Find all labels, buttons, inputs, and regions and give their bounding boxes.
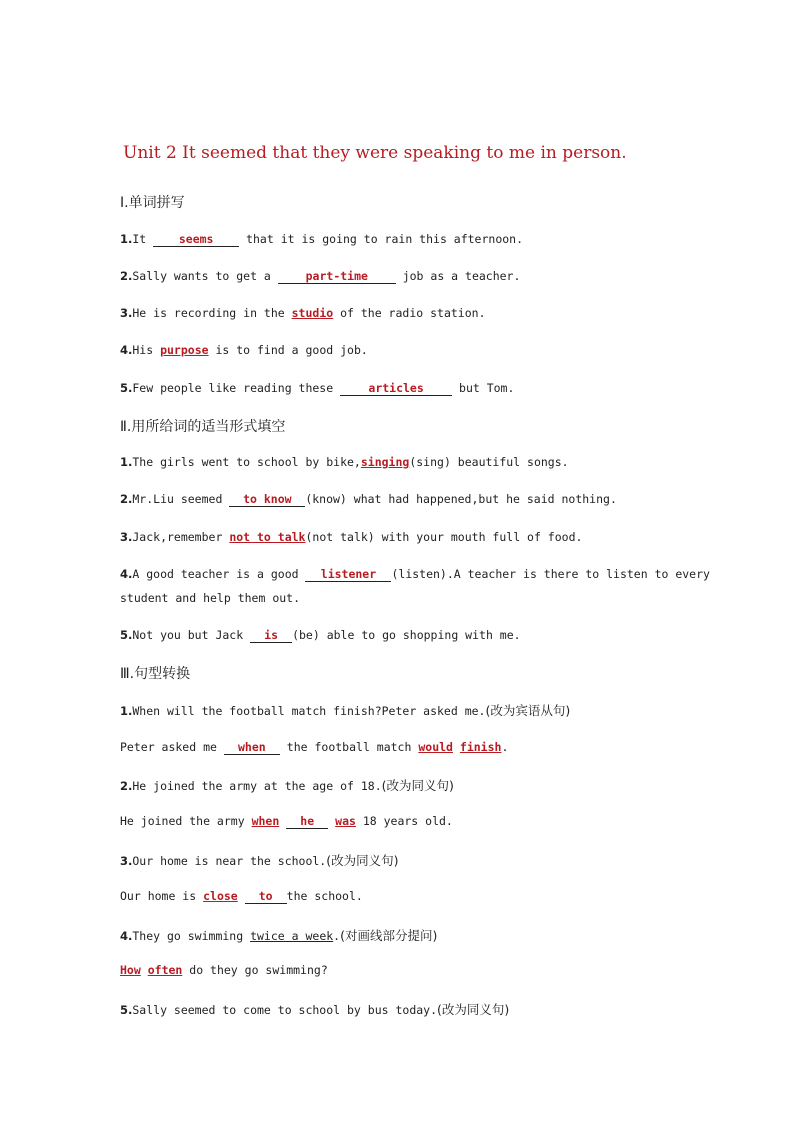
s3-question-5 — [120, 1000, 509, 1018]
text: He joined the army — [120, 814, 252, 828]
text: (be) able to go shopping with me. — [292, 628, 521, 642]
s3-question-3 — [120, 851, 399, 869]
answer-blank: is — [250, 629, 292, 643]
question-number: 2. — [120, 492, 133, 506]
answer-text: was — [335, 814, 356, 828]
text: (know) what had happened,but he said nothing. — [305, 492, 617, 506]
s3-question-2 — [120, 776, 454, 794]
text: Few people like reading these — [132, 381, 341, 395]
text: Mr.Liu seemed — [132, 492, 230, 506]
text: Jack,remember — [132, 530, 230, 544]
question-number: 2. — [120, 269, 133, 283]
answer-blank: he — [286, 815, 328, 829]
text: When will the football match finish?Peter asked me. — [132, 704, 486, 718]
s2-question-1 — [120, 455, 569, 469]
text: of the radio station. — [333, 306, 486, 320]
instruction-note: (对画线部分提问) — [340, 928, 438, 943]
page-title: Unit 2 It seemed that they were speaking to me in person. — [123, 143, 627, 163]
instruction-note: (改为同义句) — [437, 1002, 510, 1017]
question-number: 5. — [120, 1003, 133, 1017]
question-number: 3. — [120, 530, 133, 544]
instruction-note: (改为宾语从句) — [485, 703, 571, 718]
text: Our home is near the school. — [132, 854, 327, 868]
answer-blank: seems — [153, 233, 239, 247]
answer-text: singing — [360, 455, 410, 469]
question-number: 2. — [120, 779, 133, 793]
text: do they go swimming? — [182, 963, 328, 977]
text: The girls went to school by bike, — [132, 455, 361, 469]
text: They go swimming — [132, 929, 251, 943]
instruction-note: (改为同义句) — [381, 778, 454, 793]
answer-text: How — [120, 963, 141, 977]
question-number: 4. — [120, 929, 133, 943]
text: . — [333, 929, 341, 943]
s1-question-4 — [120, 343, 368, 357]
text: Sally wants to get a — [132, 269, 278, 283]
answer-blank: when — [224, 741, 280, 755]
s2-question-2 — [120, 492, 617, 507]
answer-text: often — [147, 963, 183, 977]
s1-question-1 — [120, 232, 523, 247]
text: Our home is — [120, 889, 204, 903]
answer-text: when — [251, 814, 280, 828]
text: A good teacher is a good — [132, 567, 306, 581]
text: that it is going to rain this afternoon. — [239, 232, 524, 246]
s2-question-5 — [120, 628, 521, 643]
answer-text: purpose — [160, 343, 209, 357]
s3-answer-1 — [120, 740, 508, 755]
s1-question-5 — [120, 381, 514, 396]
text: His — [132, 343, 161, 357]
answer-text: close — [203, 889, 238, 903]
instruction-note: (改为同义句) — [326, 853, 399, 868]
text: Not you but Jack — [132, 628, 251, 642]
s3-question-4 — [120, 926, 437, 944]
section-3-heading: Ⅲ.句型转换 — [120, 666, 191, 682]
answer-blank: to — [245, 890, 287, 904]
answer-text: finish — [459, 740, 502, 754]
s2-question-3 — [120, 530, 582, 544]
text: (listen).A teacher is there to listen to every — [391, 567, 710, 581]
text: He is recording in the — [132, 306, 292, 320]
s1-question-3 — [120, 306, 486, 320]
question-number: 5. — [120, 381, 133, 395]
question-number: 5. — [120, 628, 133, 642]
answer-blank: to know — [229, 493, 305, 507]
text: 18 years old. — [355, 814, 453, 828]
section-1-heading: Ⅰ.单词拼写 — [120, 195, 185, 211]
s3-answer-4 — [120, 963, 328, 977]
question-number: 1. — [120, 232, 133, 246]
text: He joined the army at the age of 18. — [132, 779, 382, 793]
question-number: 4. — [120, 567, 133, 581]
answer-text: would — [418, 740, 453, 754]
answer-blank: part-time — [278, 270, 396, 284]
text: the school. — [286, 889, 363, 903]
text: the football match — [279, 740, 419, 754]
underlined-phrase: twice a week — [250, 929, 334, 943]
section-2-heading: Ⅱ.用所给词的适当形式填空 — [120, 419, 286, 435]
s2-question-4-cont: student and help them out. — [120, 591, 301, 605]
text: Sally seemed to come to school by bus today. — [132, 1003, 438, 1017]
s1-question-2 — [120, 269, 520, 284]
text: Peter asked me — [120, 740, 224, 754]
text: is to find a good job. — [208, 343, 368, 357]
answer-blank: articles — [340, 382, 452, 396]
answer-text: not to talk — [229, 530, 306, 544]
s3-answer-3 — [120, 889, 363, 904]
text: . — [501, 740, 509, 754]
question-number: 3. — [120, 306, 133, 320]
text: job as a teacher. — [395, 269, 521, 283]
question-number: 1. — [120, 704, 133, 718]
text: (sing) beautiful songs. — [409, 455, 569, 469]
text: but Tom. — [452, 381, 515, 395]
question-number: 1. — [120, 455, 133, 469]
question-number: 4. — [120, 343, 133, 357]
s3-answer-2 — [120, 814, 453, 829]
s3-question-1 — [120, 701, 570, 719]
answer-blank: listener — [305, 568, 391, 582]
s2-question-4 — [120, 567, 710, 582]
question-number: 3. — [120, 854, 133, 868]
text: It — [132, 232, 154, 246]
text: (not talk) with your mouth full of food. — [305, 530, 583, 544]
answer-text: studio — [291, 306, 334, 320]
